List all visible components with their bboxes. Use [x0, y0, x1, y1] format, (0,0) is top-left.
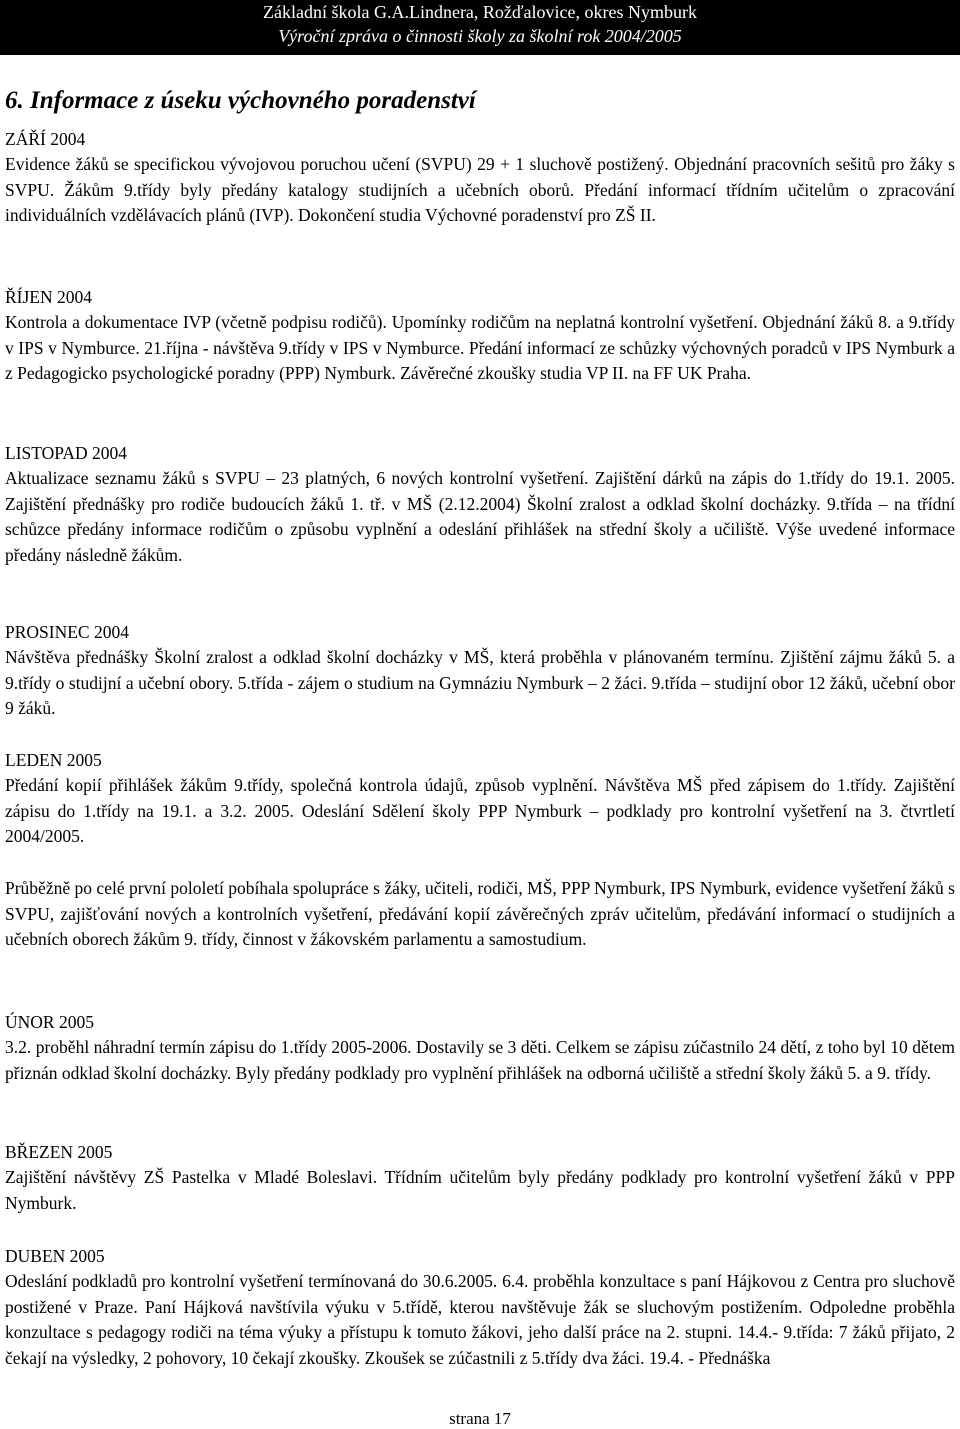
- header-report-title: Výroční zpráva o činnosti školy za školní rok 2004/2005: [278, 26, 682, 46]
- block-unor: [5, 1009, 955, 1086]
- month-text: Průběžně po celé první pololetí pobíhala spolupráce s žáky, učiteli, rodiči, MŠ, PPP Nymburk, IPS Nymburk, evidence vyšetření žáků s SVPU, zajišťování nových a kontrolních vyšetření, předávání kopií závěrečných zpráv učitelům, předávání informací o studijních a učebních oborech žákům 9. třídy, činnost v žákovském parlamentu a samostudium.: [5, 878, 955, 950]
- month-heading: ÚNOR 2005: [5, 1012, 94, 1032]
- block-leden: [5, 747, 955, 850]
- page-header: [0, 0, 960, 55]
- block-zari: [5, 126, 955, 229]
- month-heading: LISTOPAD 2004: [5, 443, 128, 463]
- month-text: Aktualizace seznamu žáků s SVPU – 23 platných, 6 nových kontrolní vyšetření. Zajištění dárků na zápis do 1.třídy do 19.1. 2005. Zajištění přednášky pro rodiče budoucích žáků 1. tř. v MŠ (2.12.2004) Školní zralost a odklad školní docházky. 9.třída – na třídní schůzce předány informace rodičům o způsobu vyplnění a odeslání přihlášek na střední školy a učiliště. Výše uvedené informace předány následně žákům.: [5, 468, 955, 566]
- month-heading: DUBEN 2005: [5, 1246, 105, 1266]
- block-listopad: [5, 440, 955, 569]
- section-title: 6. Informace z úseku výchovného poradenství: [5, 87, 476, 114]
- month-text: Evidence žáků se specifickou vývojovou poruchou učení (SVPU) 29 + 1 sluchově postižený. Objednání pracovních sešitů pro žáky s SVPU. Žákům 9.třídy byly předány katalogy studijních a učebních oborů. Předání informací třídním učitelům o zpracování individuálních vzdělávacích plánů (IVP). Dokončení studia Výchovné poradenství pro ZŠ II.: [5, 154, 955, 226]
- month-text: Zajištění návštěvy ZŠ Pastelka v Mladé Boleslavi. Třídním učitelům byly předány podklady pro kontrolní vyšetření žáků v PPP Nymburk.: [5, 1167, 955, 1213]
- block-rijen: [5, 284, 955, 387]
- month-heading: ZÁŘÍ 2004: [5, 129, 86, 149]
- month-heading: PROSINEC 2004: [5, 622, 129, 642]
- block-duben: [5, 1243, 955, 1372]
- month-text: Kontrola a dokumentace IVP (včetně podpisu rodičů). Upomínky rodičům na neplatná kontrolní vyšetření. Objednání žáků 8. a 9.třídy v IPS v Nymburce. 21.října - návštěva 9.třídy v IPS v Nymburce. Předání informací ze schůzky výchovných poradců v IPS Nymburk a z Pedagogicko psychologické poradny (PPP) Nymburk. Závěrečné zkoušky studia VP II. na FF UK Praha.: [5, 312, 955, 384]
- month-text: Návštěva přednášky Školní zralost a odklad školní docházky v MŠ, která proběhla v plánovaném termínu. Zjištění zájmu žáků 5. a 9.třídy o studijní a učební obory. 5.třída - zájem o studium na Gymnáziu Nymburk – 2 žáci. 9.třída – studijní obor 12 žáků, učební obor 9 žáků.: [5, 647, 955, 719]
- month-heading: LEDEN 2005: [5, 750, 102, 770]
- month-text: 3.2. proběhl náhradní termín zápisu do 1.třídy 2005-2006. Dostavily se 3 děti. Celkem se zápisu zúčastnilo 24 dětí, z toho byl 10 dětem přiznán odklad školní docházky. Byly předány podklady pro vyplnění přihlášek na odborná učiliště a střední školy žáků 5. a 9. třídy.: [5, 1037, 955, 1083]
- block-prubezne: [5, 876, 955, 953]
- header-school-name: Základní škola G.A.Lindnera, Rožďalovice, okres Nymburk: [262, 2, 698, 22]
- month-heading: BŘEZEN 2005: [5, 1142, 113, 1162]
- page-number: strana 17: [449, 1409, 511, 1428]
- month-text: Odeslání podkladů pro kontrolní vyšetření termínovaná do 30.6.2005. 6.4. proběhla konzultace s paní Hájkovou z Centra pro sluchově postižené v Praze. Paní Hájková navštívila výuku v 5.třídě, kterou navštěvuje žák se sluchovým postižením. Odpoledne proběhla konzultace s pedagogy rodiči na téma výuky a přístupu k tomuto žákovi, jeho další práce na 2. stupni. 14.4.- 9.třída: 7 žáků přijato, 2 čekají na výsledky, 2 pohovory, 10 čekají zkoušky. Zkoušek se zúčastnili z 5.třídy dva žáci. 19.4. - Přednáška: [5, 1271, 955, 1369]
- block-prosinec: [5, 619, 955, 722]
- month-heading: ŘÍJEN 2004: [5, 287, 93, 307]
- month-text: Předání kopií přihlášek žákům 9.třídy, společná kontrola údajů, způsob vyplnění. Návštěva MŠ před zápisem do 1.třídy. Zajištění zápisu do 1.třídy na 19.1. a 3.2. 2005. Odeslání Sdělení školy PPP Nymburk – podklady pro kontrolní vyšetření na 3. čtvrtletí 2004/2005.: [5, 775, 955, 847]
- block-brezen: [5, 1139, 955, 1216]
